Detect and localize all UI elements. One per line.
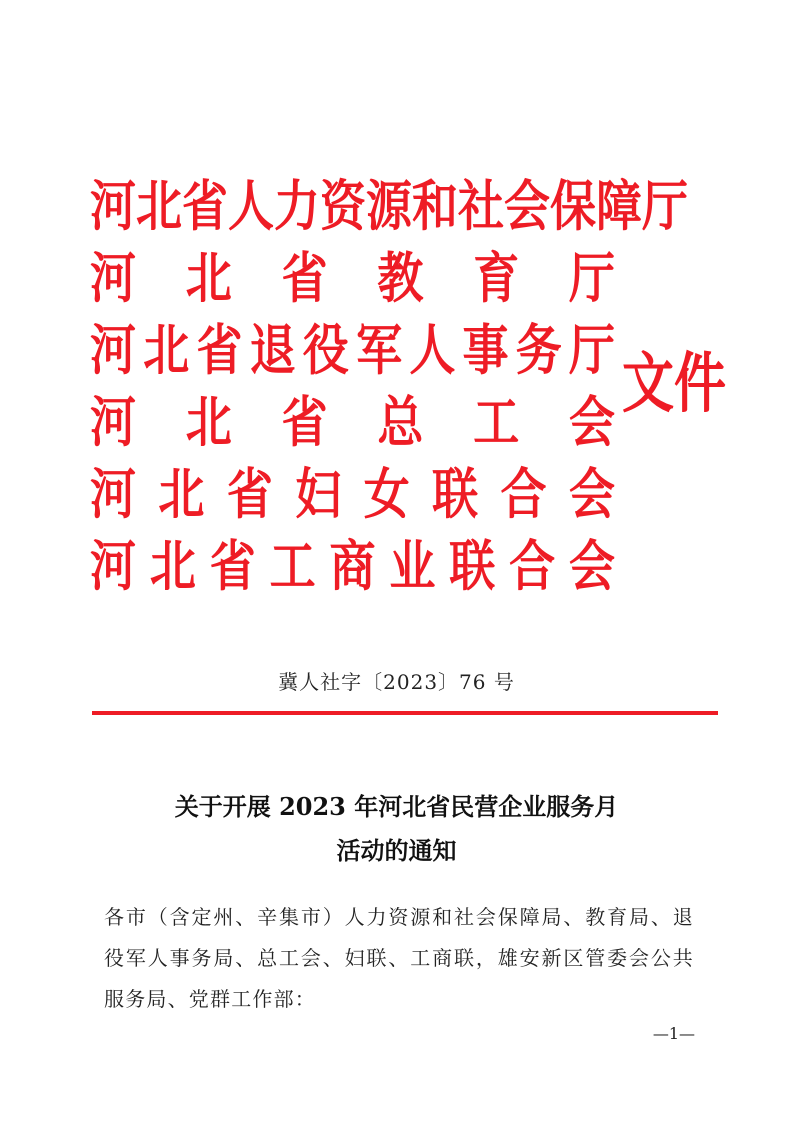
issuer-char: 人 <box>228 174 274 238</box>
issuer-char: 会 <box>568 390 615 454</box>
issuer-char: 河 <box>90 246 136 310</box>
issuer-char: 河 <box>90 174 136 238</box>
issuer-char: 北 <box>185 246 232 310</box>
issuer-char: 女 <box>363 462 410 526</box>
issuer-char: 省 <box>281 246 328 310</box>
salutation-line: 服务局、党群工作部： <box>104 987 316 1011</box>
issuer-char: 省 <box>209 534 256 598</box>
issuer-char: 妇 <box>295 462 342 526</box>
issuer-char: 省 <box>182 174 228 238</box>
salutation-line: 各市（含定州、辛集市）人力资源和社会保障局、教育局、退 <box>104 905 694 929</box>
salutation <box>104 897 694 1020</box>
issuer-char: 北 <box>185 390 232 454</box>
issuer-char: 联 <box>432 462 479 526</box>
issuer-char: 合 <box>500 462 547 526</box>
issuer-char: 资 <box>320 174 366 238</box>
page-number: —1— <box>652 1024 695 1043</box>
document-header <box>90 170 730 620</box>
red-divider <box>92 711 718 715</box>
issuer-char: 会 <box>568 462 615 526</box>
issuer-char: 工 <box>473 390 520 454</box>
issuer-char: 北 <box>158 462 205 526</box>
issuer-char: 事 <box>462 318 509 382</box>
issuer-char: 总 <box>377 390 424 454</box>
issuer-char: 工 <box>269 534 316 598</box>
issuer-char: 厅 <box>568 246 615 310</box>
issuer-char: 合 <box>509 534 556 598</box>
notice-title <box>0 785 793 873</box>
issuer-char: 省 <box>281 390 328 454</box>
issuer-char: 退 <box>249 318 296 382</box>
salutation-line: 役军人事务局、总工会、妇联、工商联，雄安新区管委会公共 <box>104 946 694 970</box>
issuer-char: 厅 <box>642 174 688 238</box>
issuer-char: 务 <box>515 318 562 382</box>
issuer-line <box>90 524 615 609</box>
issuer-char: 保 <box>550 174 596 238</box>
issuer-char: 河 <box>90 462 136 526</box>
issuer-char: 源 <box>366 174 412 238</box>
issuer-char: 会 <box>569 534 615 598</box>
issuer-char: 障 <box>596 174 642 238</box>
issuer-char: 省 <box>196 318 243 382</box>
issuer-char: 联 <box>449 534 496 598</box>
notice-title-line: 关于开展 2023 年河北省民营企业服务月 <box>174 792 619 821</box>
document-number: 冀人社字〔2023〕76 号 <box>278 670 515 694</box>
issuer-char: 力 <box>274 174 320 238</box>
issuer-char: 北 <box>143 318 190 382</box>
issuer-char: 商 <box>329 534 376 598</box>
issuer-char: 人 <box>409 318 456 382</box>
issuer-char: 业 <box>389 534 436 598</box>
issuer-char: 河 <box>90 534 136 598</box>
issuer-char: 军 <box>356 318 403 382</box>
issuer-char: 北 <box>149 534 196 598</box>
issuer-char: 役 <box>302 318 349 382</box>
issuer-char: 河 <box>90 390 136 454</box>
issuer-char: 和 <box>412 174 458 238</box>
document-label: 文件 <box>622 346 727 422</box>
issuer-char: 育 <box>473 246 520 310</box>
issuer-char: 河 <box>90 318 136 382</box>
issuer-char: 省 <box>226 462 273 526</box>
issuer-char: 厅 <box>568 318 615 382</box>
issuer-char: 教 <box>377 246 424 310</box>
notice-title-line: 活动的通知 <box>336 836 457 865</box>
issuer-char: 会 <box>504 174 550 238</box>
issuer-char: 社 <box>458 174 504 238</box>
issuer-char: 北 <box>136 174 182 238</box>
